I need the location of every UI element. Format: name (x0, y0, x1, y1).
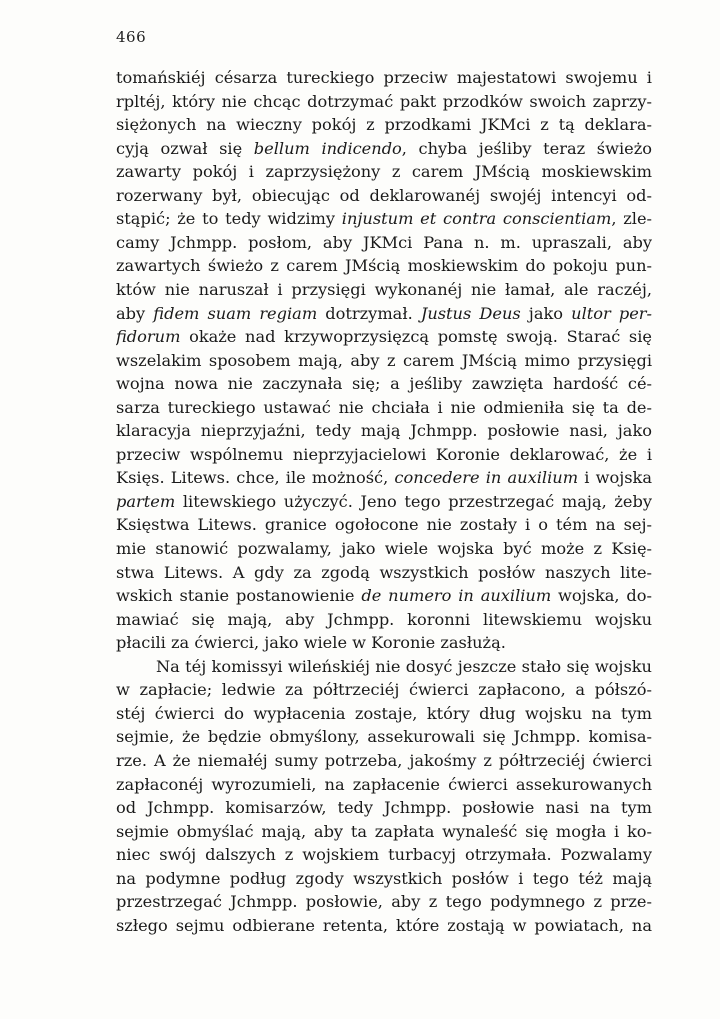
text-run: klaracyja nieprzyjaźni, tedy mają Jchmpp. posłowie nasi, jako (116, 421, 652, 441)
text-run: rozerwany był, obiecując od deklarowanéj swojéj intencyi od- (116, 185, 652, 205)
text-line (116, 419, 652, 442)
text-line (116, 820, 652, 843)
text-line (116, 890, 652, 913)
text-run: sejmie, że będzie obmyślony, assekurowali się Jchmpp. komisa- (116, 727, 652, 747)
page-number: 466 (116, 28, 147, 46)
text-run: wskich stanie postanowienie (116, 586, 362, 606)
text-run: przestrzegać Jchmpp. posłowie, aby z tego podymnego z prze- (116, 892, 652, 912)
text-run: wojna nowa nie zaczynała się; a jeśliby zawzięta hardość cé- (116, 374, 652, 394)
text-run: i wojska (578, 468, 652, 488)
text-line (116, 678, 652, 701)
text-line (116, 231, 652, 254)
text-line (116, 278, 652, 301)
text-line (116, 702, 652, 725)
text-run: aby (116, 303, 154, 323)
text-line (116, 773, 652, 796)
text-line (116, 537, 652, 560)
text-run: zawartych świeżo z carem JMścią moskiewskim do pokoju pun- (116, 256, 652, 276)
text-run: camy Jchmpp. posłom, aby JKMci Pana n. m. upraszali, aby (116, 232, 652, 252)
text-run: mawiać się mają, aby Jchmpp. koronni litewskiemu wojsku (116, 609, 652, 629)
text-line (116, 396, 652, 419)
text-run: wojska, do- (551, 586, 652, 606)
text-run: tomańskiéj césarza tureckiego przeciw majestatowi swojemu i (116, 68, 652, 87)
text-run: na podymne podług zgody wszystkich posłów i tego téż mają (116, 868, 652, 888)
text-run: od Jchmpp. komisarzów, tedy Jchmpp. posłowie nasi na tym (116, 798, 652, 818)
text-run: zawarty pokój i zaprzysiężony z carem JMścią moskiewskim (116, 162, 652, 182)
text-line (116, 490, 652, 513)
text-line (116, 90, 652, 113)
text-line (116, 584, 652, 607)
text-line (116, 631, 652, 654)
text-run: Na téj komissyi wileńskiéj nie dosyć jeszcze stało się wojsku (156, 656, 652, 676)
text-run: Księs. Litews. chce, ile możność, (116, 468, 395, 488)
text-run: niec swój dalszych z wojskiem turbacyj otrzymała. Pozwalamy (116, 845, 652, 865)
text-run: płacili za ćwierci, jako wiele w Koronie zasłużą. (116, 633, 506, 653)
text-line (116, 867, 652, 890)
text-line (116, 561, 652, 584)
text-line (116, 184, 652, 207)
text-line (116, 843, 652, 866)
text-line (116, 349, 652, 372)
italic-phrase: fidorum (116, 327, 181, 347)
text-line (116, 254, 652, 277)
text-line (116, 207, 652, 230)
text-line (116, 372, 652, 395)
text-line (116, 160, 652, 183)
text-run: Księstwa Litews. granice ogołocone nie zostały i o tém na sej- (116, 515, 652, 535)
text-run: , zle- (611, 209, 652, 229)
text-run: dotrzymał. (317, 303, 421, 323)
text-line (116, 137, 652, 160)
text-run: któw nie naruszał i przysięgi wykonanéj nie łamał, ale raczéj, (116, 279, 652, 299)
text-line (116, 725, 652, 748)
text-run: siężonych na wieczny pokój z przodkami JKMci z tą deklara- (116, 115, 652, 135)
text-line (116, 466, 652, 489)
text-run: cyją ozwał się (116, 138, 254, 158)
text-run: rze. A że niemałéj sumy potrzeba, jakośmy z półtrzeciéj ćwierci (116, 750, 652, 770)
text-line (116, 914, 652, 937)
text-run: stéj ćwierci do wypłacenia zostaje, który dług wojsku na tym (116, 703, 652, 723)
italic-phrase: Justus Deus (420, 303, 521, 323)
text-line (116, 443, 652, 466)
text-run: , chyba jeśliby teraz świeżo (401, 138, 652, 158)
text-line (116, 66, 652, 89)
text-run: wszelakim sposobem mają, aby z carem JMścią mimo przysięgi (116, 350, 652, 370)
text-run: w zapłacie; ledwie za półtrzeciéj ćwierci zapłacono, a półszó- (116, 680, 652, 700)
text-line (116, 302, 652, 325)
text-run: sejmie obmyślać mają, aby ta zapłata wynaleść się mogła i ko- (116, 821, 652, 841)
text-line (116, 325, 652, 348)
italic-phrase: ultor per- (571, 303, 652, 323)
text-run: zapłaconéj wyrozumieli, na zapłacenie ćwierci assekurowanych (116, 774, 652, 794)
text-line (116, 113, 652, 136)
text-line (116, 513, 652, 536)
italic-phrase: partem (116, 491, 176, 511)
text-run: przeciw wspólnemu nieprzyjacielowi Koronie deklarować, że i (116, 444, 652, 464)
italic-phrase: fidem suam regiam (153, 303, 318, 323)
italic-phrase: injustum et contra conscientiam (341, 209, 612, 229)
text-run: sarza tureckiego ustawać nie chciała i nie odmieniła się ta de- (116, 397, 652, 417)
text-line (116, 608, 652, 631)
italic-phrase: de numero in auxilium (361, 586, 552, 606)
text-run: szłego sejmu odbierane retenta, które zostają w powiatach, na (116, 915, 652, 935)
text-line (116, 796, 652, 819)
text-run: jako (520, 303, 572, 323)
text-run: stwa Litews. A gdy za zgodą wszystkich posłów naszych lite- (116, 562, 652, 582)
text-run: mie stanowić pozwalamy, jako wiele wojska być może z Księ- (116, 539, 652, 558)
italic-phrase: concedere in auxilium (394, 468, 579, 488)
text-run: stąpić; że to tedy widzimy (116, 209, 342, 229)
text-run: litewskiego użyczyć. Jeno tego przestrzegać mają, żeby (175, 491, 652, 511)
text-run: okaże nad krzywoprzysięzcą pomstę swoją. Starać się (180, 327, 652, 347)
italic-phrase: bellum indicendo (253, 138, 402, 158)
text-line (116, 749, 652, 772)
text-run: rpltéj, który nie chcąc dotrzymać pakt przodków swoich zaprzy- (116, 91, 652, 111)
text-line (116, 655, 652, 678)
